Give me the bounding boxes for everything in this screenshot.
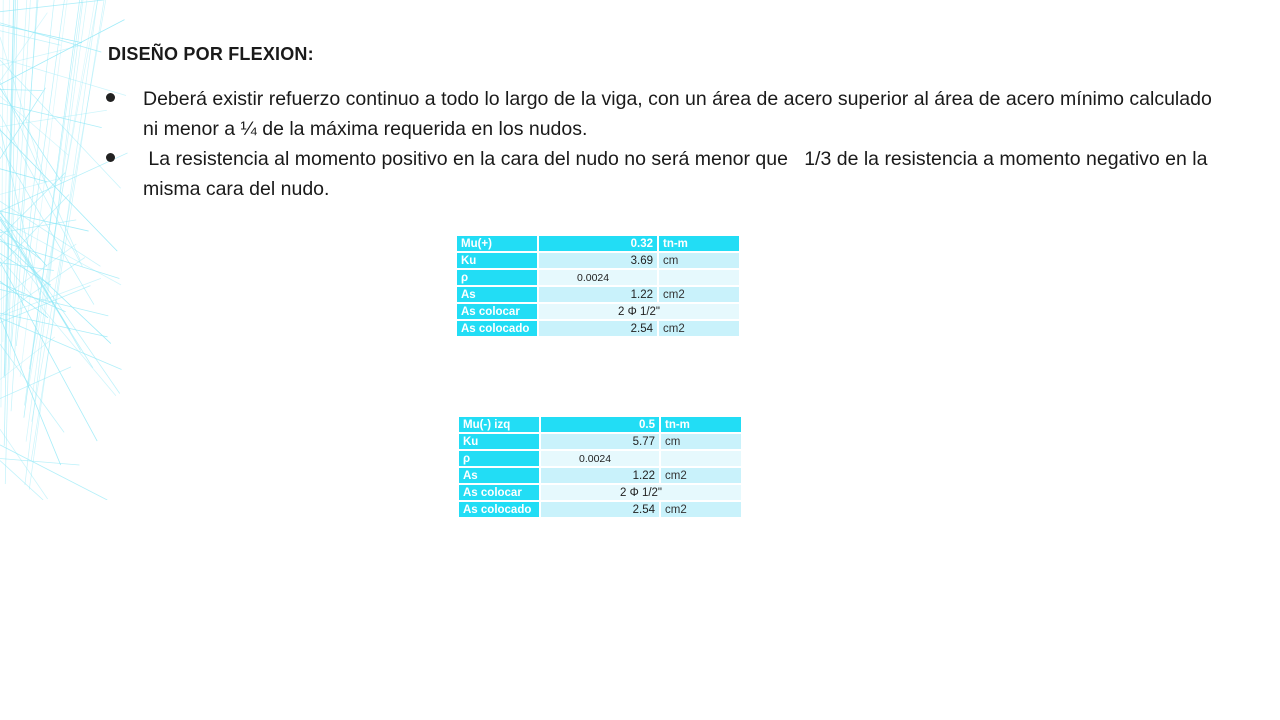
table-row	[457, 287, 739, 302]
row-label: Ku	[459, 434, 539, 449]
table-row	[457, 304, 739, 319]
decorative-line	[0, 461, 43, 500]
table-row	[457, 253, 739, 268]
bullet-text: Deberá existir refuerzo continuo a todo lo largo de la viga, con un área de acero superior al área de acero mínimo calculado ni menor a ¼ de la máxima requerida en los nudos.	[143, 88, 1212, 140]
row-value: 0.0024	[539, 270, 657, 285]
row-unit: cm	[659, 253, 739, 268]
row-value: 2.54	[541, 502, 659, 517]
row-label: As colocado	[459, 502, 539, 517]
decorative-line	[0, 23, 101, 52]
row-label: ρ	[459, 451, 539, 466]
row-unit: tn-m	[661, 417, 741, 432]
row-value: 2 Φ 1/2"	[541, 485, 741, 500]
row-label: As colocar	[457, 304, 537, 319]
decorative-line	[32, 0, 106, 422]
bullet-item	[103, 144, 1223, 204]
section-heading: DISEÑO POR FLEXION:	[108, 44, 314, 64]
row-unit: cm2	[659, 287, 739, 302]
decorative-line	[29, 0, 97, 490]
table-row	[459, 434, 741, 449]
row-label: As colocar	[459, 485, 539, 500]
bullet-icon	[106, 93, 115, 102]
row-label: Ku	[457, 253, 537, 268]
row-value: 3.69	[539, 253, 657, 268]
decorative-line	[0, 258, 116, 396]
positive-moment-table	[455, 234, 741, 338]
bullet-text: La resistencia al momento positivo en la cara del nudo no será menor que 1/3 de la resistencia a momento negativo en la misma cara del nudo.	[143, 148, 1213, 200]
decorative-line	[0, 211, 81, 351]
row-value: 1.22	[541, 468, 659, 483]
row-value: 5.77	[541, 434, 659, 449]
row-value: 2 Φ 1/2"	[539, 304, 739, 319]
decorative-line	[31, 0, 104, 461]
row-label: ρ	[457, 270, 537, 285]
decorative-line	[0, 20, 125, 85]
row-unit: tn-m	[659, 236, 739, 251]
row-label: As	[459, 468, 539, 483]
bullet-item	[103, 84, 1223, 144]
table-row	[459, 417, 741, 432]
row-label: Mu(+)	[457, 236, 537, 251]
decorative-line	[25, 0, 83, 485]
row-value: 2.54	[539, 321, 657, 336]
row-label: As	[457, 287, 537, 302]
table-row	[457, 270, 739, 285]
decorative-line	[0, 429, 48, 499]
decorative-wireframe-lines	[0, 0, 130, 500]
row-value: 1.22	[539, 287, 657, 302]
bullet-list	[103, 84, 1223, 204]
row-value: 0.32	[539, 236, 657, 251]
row-unit: cm2	[661, 468, 741, 483]
table-row	[459, 502, 741, 517]
row-unit: cm2	[661, 502, 741, 517]
table-row	[459, 451, 741, 466]
row-label: As colocado	[457, 321, 537, 336]
table-row	[457, 321, 739, 336]
row-unit: cm2	[659, 321, 739, 336]
row-unit: cm	[661, 434, 741, 449]
row-value: 0.5	[541, 417, 659, 432]
bullet-icon	[106, 153, 115, 162]
table-row	[459, 468, 741, 483]
row-unit	[661, 451, 741, 466]
table-row	[457, 236, 739, 251]
negative-moment-table	[457, 415, 743, 519]
row-value: 0.0024	[541, 451, 659, 466]
row-unit	[659, 270, 739, 285]
row-label: Mu(-) izq	[459, 417, 539, 432]
table-row	[459, 485, 741, 500]
decorative-line	[0, 458, 79, 464]
